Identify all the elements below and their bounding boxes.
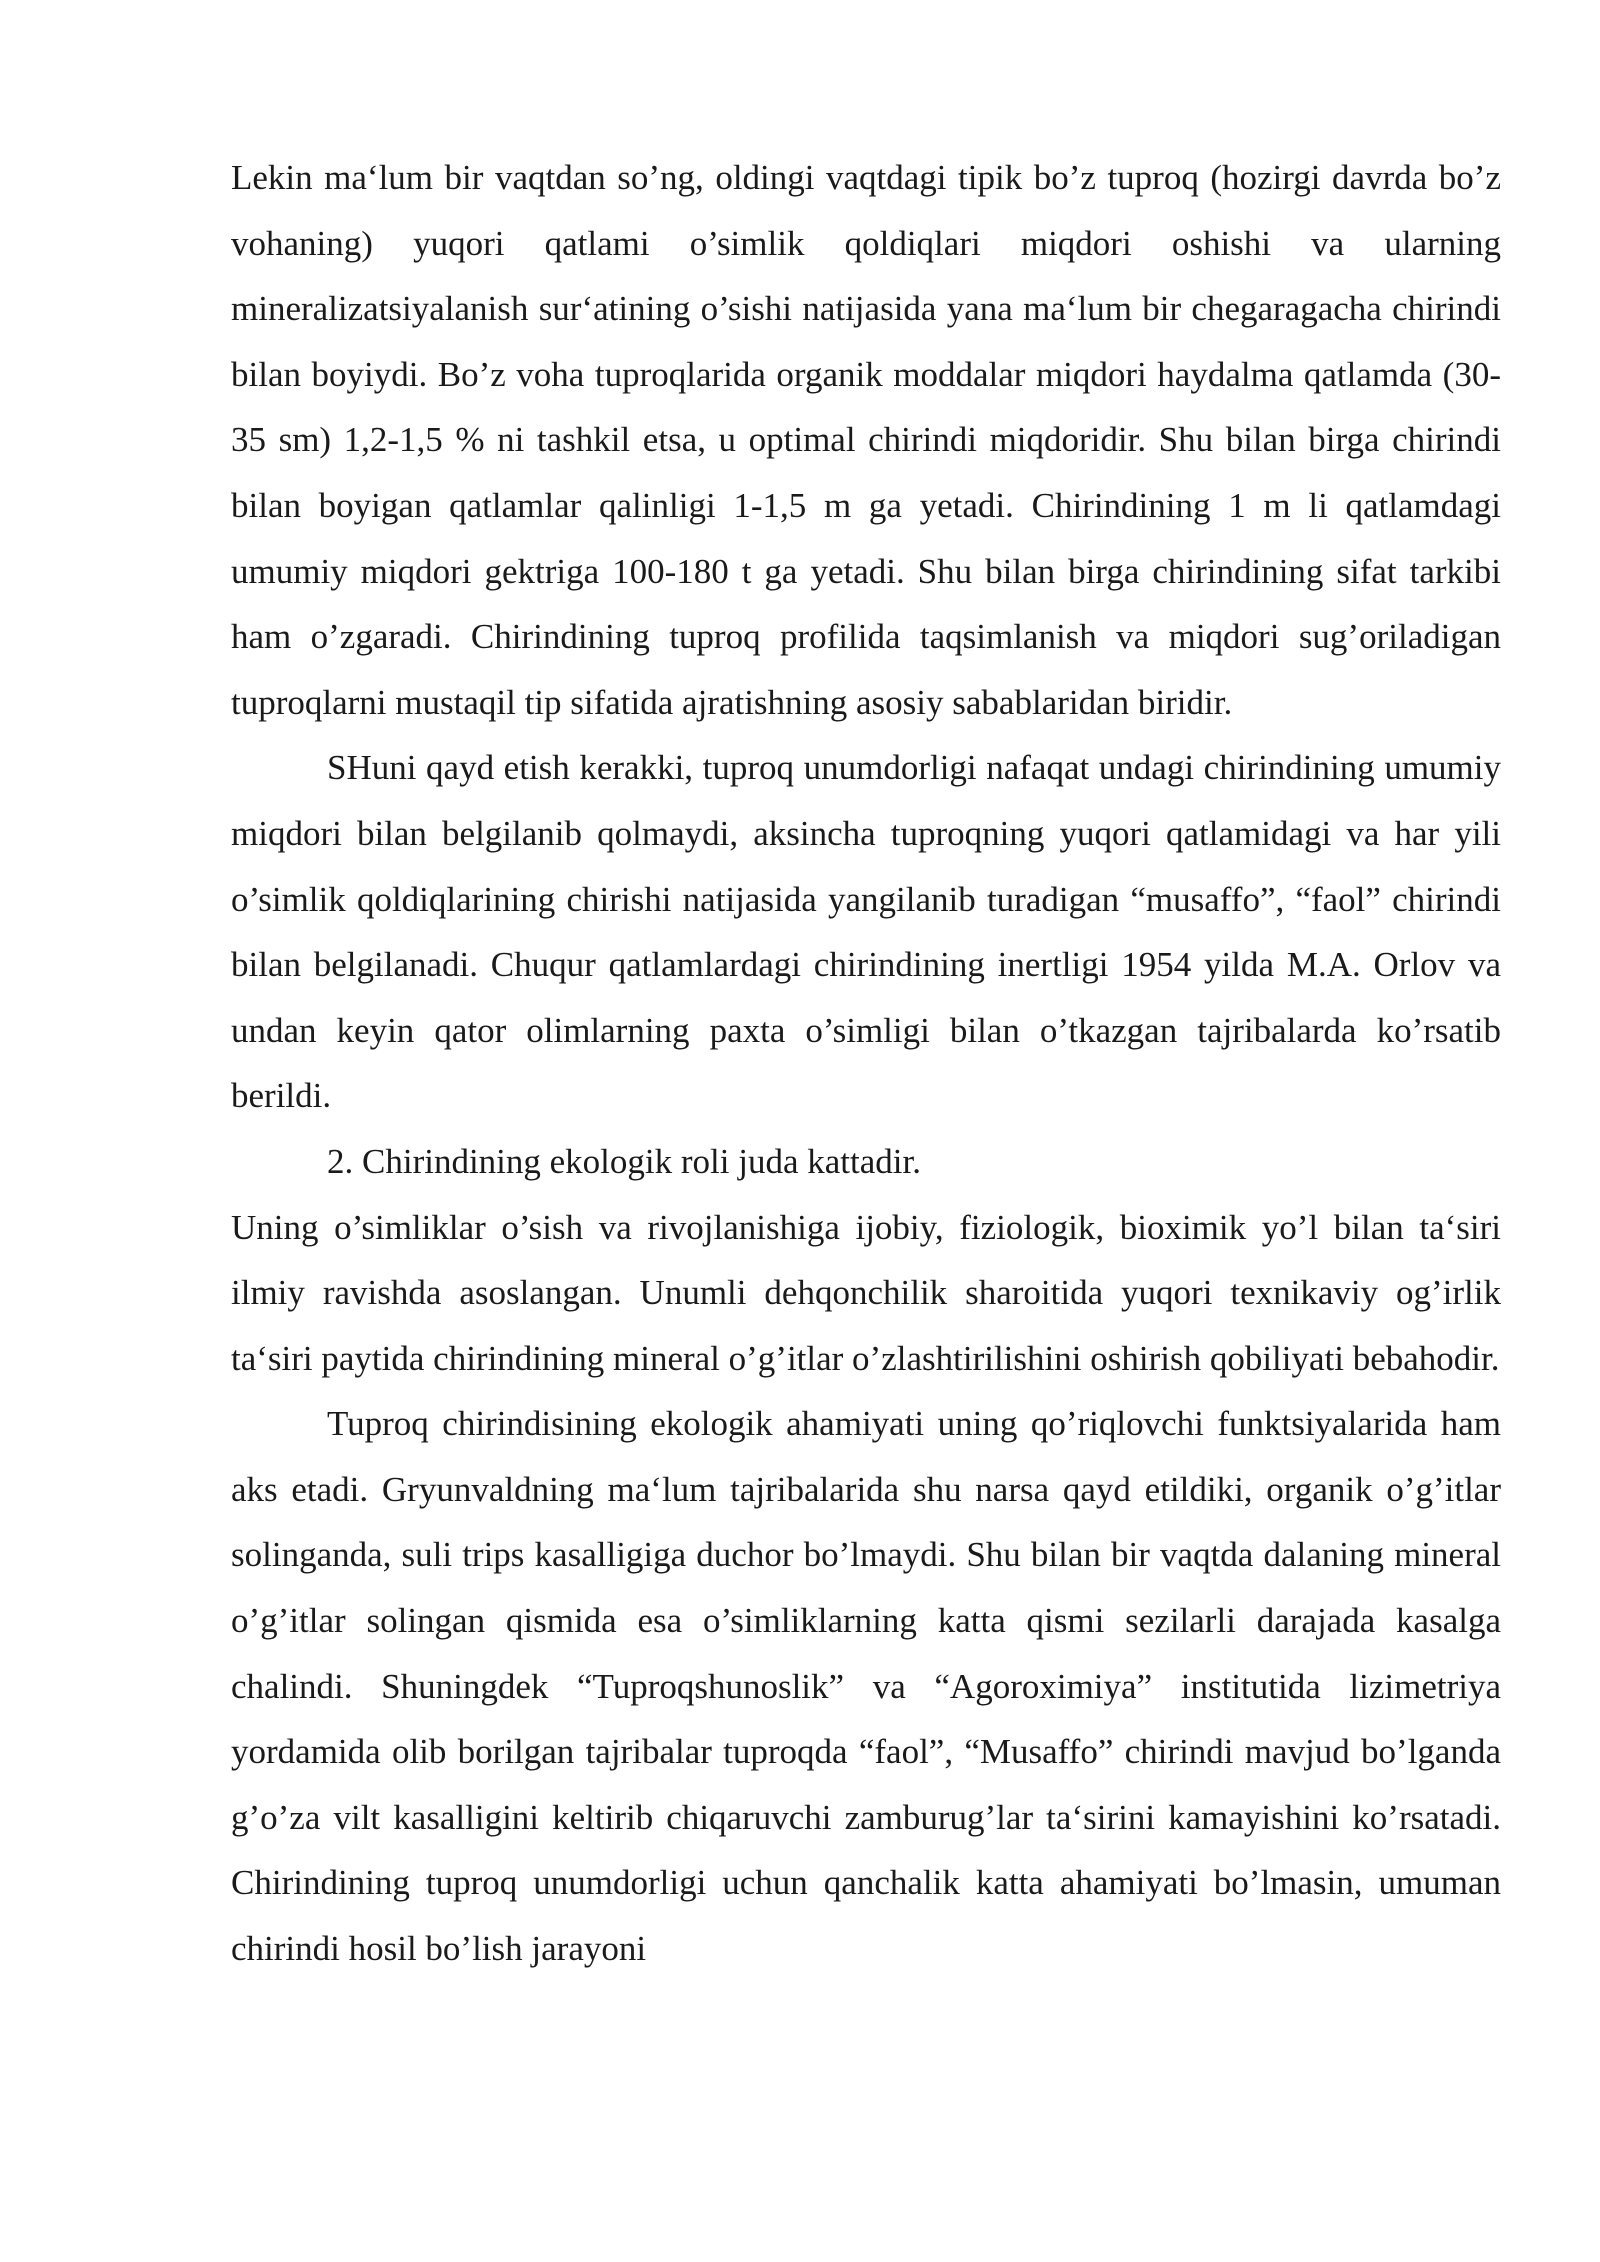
- paragraph-2: SHuni qayd etish kerakki, tuproq unumdorligi nafaqat undagi chirindining umumiy miqdori bilan belgilanib qolmaydi, aksincha tuproqning yuqori qatlamidagi va har yili o’simlik qoldiqlarining chirishi natijasida yangilanib turadigan “musaffo”, “faol” chirindi bilan belgilanadi. Chuqur qatlamlardagi chirindining inertligi 1954 yilda M.A. Orlov va undan keyin qator olimlarning paxta o’simligi bilan o’tkazgan tajribalarda ko’rsatib berildi.: [231, 748, 1501, 1116]
- paragraph-3: Uning o’simliklar o’sish va rivojlanishiga ijobiy, fiziologik, bioximik yo’l bilan taʻsiri ilmiy ravishda asoslangan. Unumli dehqonchilik sharoitida yuqori texnikaviy og’irlik taʻsiri paytida chirindining mineral o’g’itlar o’zlashtirilishini oshirish qobiliyati bebahodir.: [231, 1207, 1501, 1378]
- section-heading: 2. Chirindining ekologik roli juda kattadir.: [327, 1141, 921, 1181]
- paragraph-1: Lekin maʻlum bir vaqtdan so’ng, oldingi vaqtdagi tipik bo’z tuproq (hozirgi davrda bo’z vohaning) yuqori qatlami o’simlik qoldiqlari miqdori oshishi va ularning mineralizatsiyalanish surʻatining o’sishi natijasida yana maʻlum bir chegaragacha chirindi bilan boyiydi. Bo’z voha tuproqlarida organik moddalar miqdori haydalma qatlamda (30-35 sm) 1,2-1,5 % ni tashkil etsa, u optimal chirindi miqdoridir. Shu bilan birga chirindi bilan boyigan qatlamlar qalinligi 1-1,5 m ga yetadi. Chirindining 1 m li qatlamdagi umumiy miqdori gektriga 100-180 t ga yetadi. Shu bilan birga chirindining sifat tarkibi ham o’zgaradi. Chirindining tuproq profilida taqsimlanish va miqdori sug’oriladigan tuproqlarni mustaqil tip sifatida ajratishning asosiy sabablaridan biridir.: [231, 158, 1501, 722]
- document-body: [231, 145, 1501, 1982]
- paragraph-4: Tuproq chirindisining ekologik ahamiyati uning qo’riqlovchi funktsiyalarida ham aks etadi. Gryunvaldning maʻlum tajribalarida shu narsa qayd etildiki, organik o’g’itlar solinganda, suli trips kasalligiga duchor bo’lmaydi. Shu bilan bir vaqtda dalaning mineral o’g’itlar solingan qismida esa o’simliklarning katta qismi sezilarli darajada kasalga chalindi. Shuningdek “Tuproqshunoslik” va “Agoroximiya” institutida lizimetriya yordamida olib borilgan tajribalar tuproqda “faol”, “Musaffo” chirindi mavjud bo’lganda g’o’za vilt kasalligini keltirib chiqaruvchi zamburug’lar taʻsirini kamayishini ko’rsatadi. Chirindining tuproq unumdorligi uchun qanchalik katta ahamiyati bo’lmasin, umuman chirindi hosil bo’lish jarayoni: [231, 1404, 1501, 1969]
